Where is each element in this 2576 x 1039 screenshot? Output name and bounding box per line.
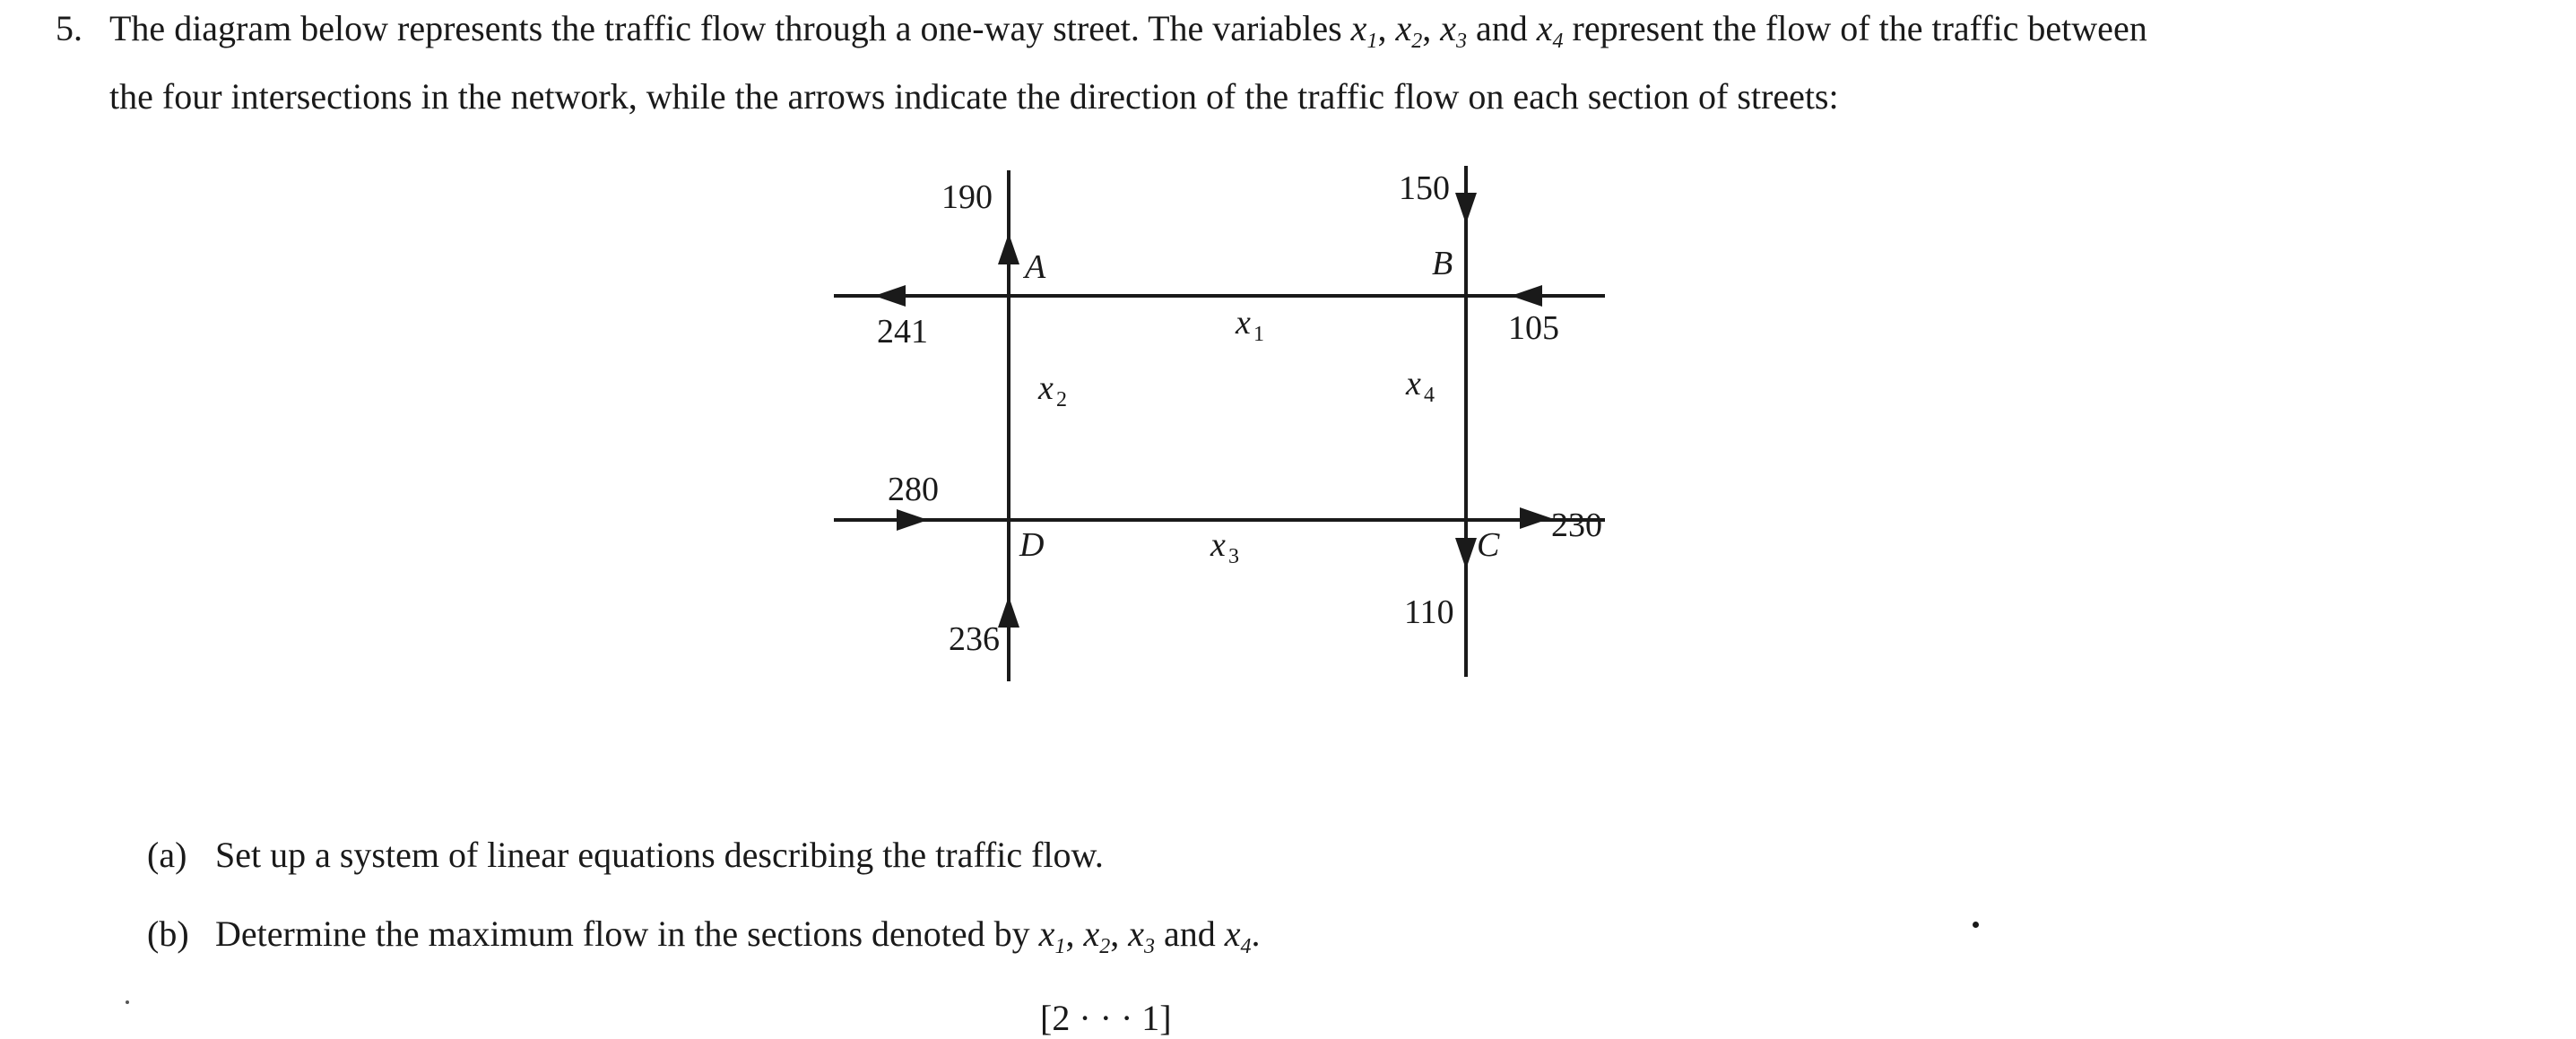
flow-label-bottom-right: 110 (1404, 593, 1454, 631)
arrow-right-bottom-west (897, 509, 928, 531)
flow-label-left-lower: 280 (888, 471, 939, 508)
svg-text:x: x (1236, 304, 1251, 342)
node-C-label: C (1477, 526, 1500, 564)
variable-x2-label (1037, 369, 1067, 411)
arrow-down-C (1455, 538, 1477, 569)
svg-text:1: 1 (1253, 323, 1264, 346)
stray-dot-mark-small (126, 1000, 129, 1004)
part-b-label: (b) (147, 913, 189, 954)
variable-x4-label (1405, 365, 1435, 407)
variable-x3-label (1210, 526, 1239, 568)
part-a (147, 834, 1104, 877)
flow-label-right-lower: 230 (1551, 507, 1602, 544)
flow-label-top-left: 190 (941, 178, 993, 216)
svg-text:x: x (1406, 365, 1421, 403)
node-B-label: B (1432, 245, 1453, 282)
var-x3: $x_3$ (1440, 8, 1467, 53)
arrow-left-top-east (1511, 285, 1542, 307)
svg-text:4: 4 (1424, 384, 1435, 407)
problem-statement-line-1: 5. The diagram below represents the traffic flow through a one-way street. The variables $x_1$, $x_2$, $x_3$ and $x_4$ represent the flow of the traffic between (56, 8, 2147, 53)
arrow-up-A (998, 233, 1019, 264)
problem-text-end: represent the flow of the traffic between (1563, 8, 2147, 48)
arrow-down-B (1455, 193, 1477, 224)
svg-text:3: 3 (1228, 545, 1239, 568)
arrow-left-top-west (874, 285, 906, 307)
stray-dot-mark (1973, 922, 1979, 928)
arrow-right-bottom-east (1520, 507, 1551, 529)
network-svg (807, 143, 1632, 717)
cutoff-matrix-fragment: [2 · · · 1] (1040, 998, 1172, 1038)
part-b-text: Determine the maximum flow in the sections denoted by (215, 913, 1039, 954)
part-b-var-x3: $x_3$ (1128, 913, 1155, 958)
var-x4: $x_4$ (1536, 8, 1564, 53)
problem-statement-line-2: the four intersections in the network, while the arrows indicate the direction of the traffic flow on each section of streets: (109, 76, 1839, 117)
part-b-var-x2: $x_2$ (1083, 913, 1111, 958)
var-x1: $x_1$ (1350, 8, 1378, 53)
flow-label-left-upper: 241 (877, 313, 928, 351)
svg-text:2: 2 (1056, 388, 1067, 411)
svg-text:x: x (1210, 526, 1226, 564)
part-a-text: Set up a system of linear equations describing the traffic flow. (215, 835, 1104, 875)
flow-label-bottom-left: 236 (949, 620, 1000, 658)
traffic-network-diagram (807, 143, 1632, 717)
node-D-label: D (1019, 526, 1045, 564)
node-A-label: A (1025, 248, 1046, 286)
part-b-var-x4: $x_4$ (1224, 913, 1252, 958)
variable-x1-label (1235, 304, 1264, 346)
problem-text-start: The diagram below represents the traffic flow through a one-way street. The variables (109, 8, 1351, 48)
part-a-label: (a) (147, 835, 187, 875)
var-x2: $x_2$ (1395, 8, 1423, 53)
part-b-var-x1: $x_1$ (1038, 913, 1066, 958)
flow-label-right-upper: 105 (1508, 309, 1559, 347)
part-b: (b) Determine the maximum flow in the sections denoted by $x_1$, $x_2$, $x_3$ and $x_4$. (147, 913, 1261, 958)
flow-label-top-right: 150 (1399, 169, 1450, 207)
problem-number: 5. (56, 8, 82, 48)
svg-text:x: x (1038, 369, 1054, 407)
arrow-up-D (998, 596, 1019, 628)
